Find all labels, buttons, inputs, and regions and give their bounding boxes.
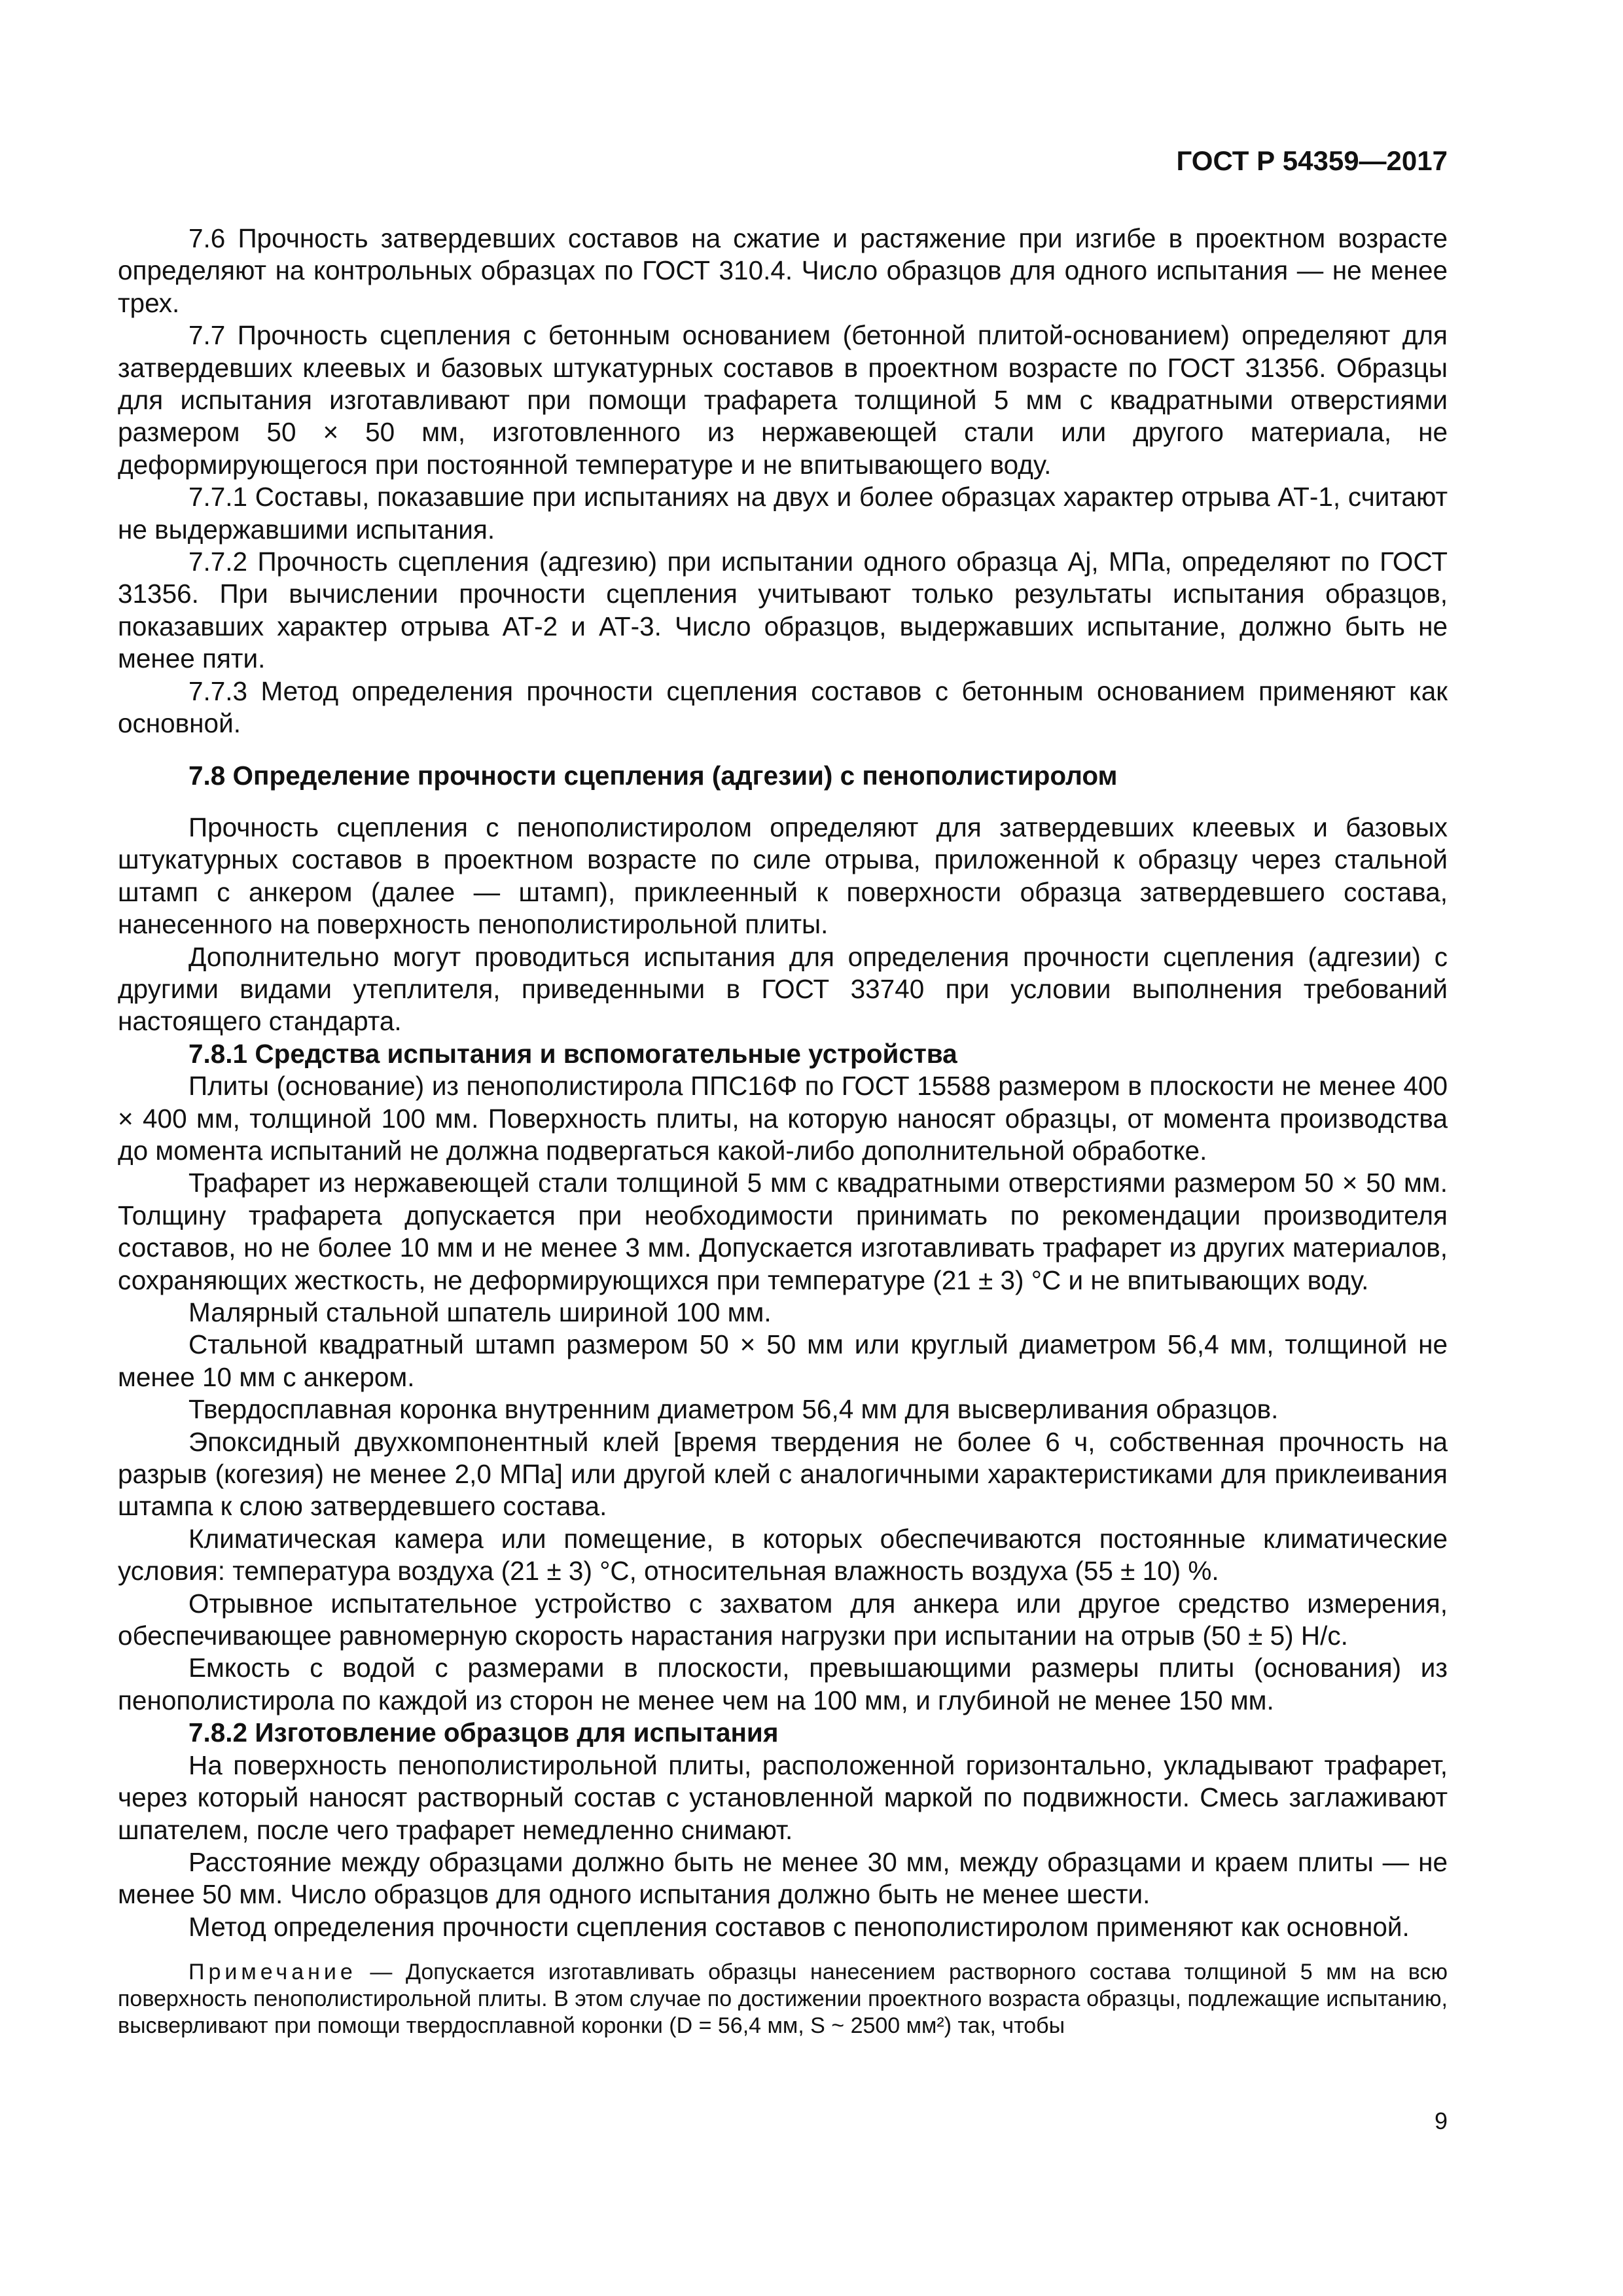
section-7-8-heading: 7.8 Определение прочности сцепления (адгезии) с пенополистиролом <box>188 760 1118 791</box>
section-7-8-2-paragraph: Метод определения прочности сцепления составов с пенополистиролом применяют как основной. <box>188 1911 1410 1942</box>
section-7-8-paragraph: Дополнительно могут проводиться испытания для определения прочности сцепления (адгезии) с другими видами утеплителя, приведенными в ГОСТ 33740 при условии выполнения требований настоящего стандарта. <box>118 941 1448 1037</box>
paragraph-7-7: 7.7 Прочность сцепления с бетонным основанием (бетонной плитой-основанием) определяют для затвердевших клеевых и базовых штукатурных составов в проектном возрасте по ГОСТ 31356. Образцы для испытания изготавливают при помощи трафарета толщиной 5 мм с квадратными отверстиями размером 50 × 50 мм, изготовленного из нержавеющей стали или другого материала, не деформирующегося при постоянной температуре и не впитывающего воду. <box>118 320 1448 480</box>
paragraph-7-7-1: 7.7.1 Составы, показавшие при испытаниях на двух и более образцах характер отрыва АТ-1, считают не выдержавшими испытания. <box>118 482 1448 545</box>
note-label: Примечание <box>188 1960 357 1985</box>
section-7-8-1-heading: 7.8.1 Средства испытания и вспомогательные устройства <box>188 1038 957 1069</box>
section-7-8-1-item: Стальной квадратный штамп размером 50 × 50 мм или круглый диаметром 56,4 мм, толщиной не менее 10 мм с анкером. <box>118 1329 1448 1392</box>
document-code-header: ГОСТ Р 54359—2017 <box>1176 145 1448 176</box>
page-number: 9 <box>1434 2108 1448 2134</box>
section-7-8-1-item: Твердосплавная коронка внутренним диаметром 56,4 мм для высверливания образцов. <box>188 1394 1279 1425</box>
section-7-8-paragraph: Прочность сцепления с пенополистиролом определяют для затвердевших клеевых и базовых штукатурных составов в проектном возрасте по силе отрыва, приложенной к образцу через стальной штамп с анкером (далее — штамп), приклеенный к поверхности образца затвердевшего состава, нанесенного на поверхность пенополистирольной плиты. <box>118 812 1448 940</box>
note-text: — Допускается изготавливать образцы нанесением растворного состава толщиной 5 мм на всю поверхность пенополистирольной плиты. В этом случае по достижении проектного возраста образцы, подлежащие испытанию, высверливают при помощи твердосплавной коронки (D = 56,4 мм, S ~ 2500 мм²) так, чтобы <box>118 1960 1448 2039</box>
section-7-8-1-item: Малярный стальной шпатель шириной 100 мм. <box>188 1297 772 1327</box>
section-7-8-1-item: Климатическая камера или помещение, в которых обеспечиваются постоянные климатические условия: температура воздуха (21 ± 3) °С, относительная влажность воздуха (55 ± 10) %. <box>118 1523 1448 1587</box>
paragraph-7-6: 7.6 Прочность затвердевших составов на сжатие и растяжение при изгибе в проектном возрасте определяют на контрольных образцах по ГОСТ 310.4. Число образцов для одного испытания — не менее трех. <box>118 223 1448 318</box>
section-7-8-2-paragraph: На поверхность пенополистирольной плиты, расположенной горизонтально, укладывают трафарет, через который наносят растворный состав с установленной маркой по подвижности. Смесь заглаживают шпателем, после чего трафарет немедленно снимают. <box>118 1749 1448 1845</box>
paragraph-7-7-3: 7.7.3 Метод определения прочности сцепления составов с бетонным основанием применяют как основной. <box>118 675 1448 739</box>
section-7-8-1-item: Емкость с водой с размерами в плоскости, превышающими размеры плиты (основания) из пенополистирола по каждой из сторон не менее чем на 100 мм, и глубиной не менее 150 мм. <box>118 1653 1448 1715</box>
paragraph-7-7-2: 7.7.2 Прочность сцепления (адгезию) при испытании одного образца Aj, МПа, определяют по ГОСТ 31356. При вычислении прочности сцепления учитывают только результаты испытания образцов, показавших характер отрыва АТ-2 и АТ-3. Число образцов, выдержавших испытание, должно быть не менее пяти. <box>118 547 1448 674</box>
section-7-8-2-heading: 7.8.2 Изготовление образцов для испытания <box>188 1717 779 1748</box>
section-7-8-1-item: Отрывное испытательное устройство с захватом для анкера или другое средство измерения, обеспечивающее равномерную скорость нарастания нагрузки при испытании на отрыв (50 ± 5) Н/с. <box>118 1588 1448 1651</box>
document-body <box>118 223 1448 2039</box>
section-7-8-1-item: Плиты (основание) из пенополистирола ППС16Ф по ГОСТ 15588 размером в плоскости не менее 400 × 400 мм, толщиной 100 мм. Поверхность плиты, на которую наносят образцы, от момента производства до момента испытаний не должна подвергаться какой-либо дополнительной обработке. <box>118 1071 1448 1166</box>
section-7-8-2-paragraph: Расстояние между образцами должно быть не менее 30 мм, между образцами и краем плиты — не менее 50 мм. Число образцов для одного испытания должно быть не менее шести. <box>118 1846 1448 1910</box>
note-block <box>118 1959 1448 2039</box>
section-7-8-1-item: Трафарет из нержавеющей стали толщиной 5 мм с квадратными отверстиями размером 50 × 50 мм. Толщину трафарета допускается при необходимости принимать по рекомендации производителя составов, но не более 10 мм и не менее 3 мм. Допускается изготавливать трафарет из других материалов, сохраняющих жесткость, не деформирующихся при температуре (21 ± 3) °С и не впитывающих воду. <box>118 1168 1448 1295</box>
section-7-8-1-item: Эпоксидный двухкомпонентный клей [время твердения не более 6 ч, собственная прочность на разрыв (когезия) не менее 2,0 МПа] или другой клей с аналогичными характеристиками для приклеивания штампа к слою затвердевшего состава. <box>118 1426 1448 1522</box>
